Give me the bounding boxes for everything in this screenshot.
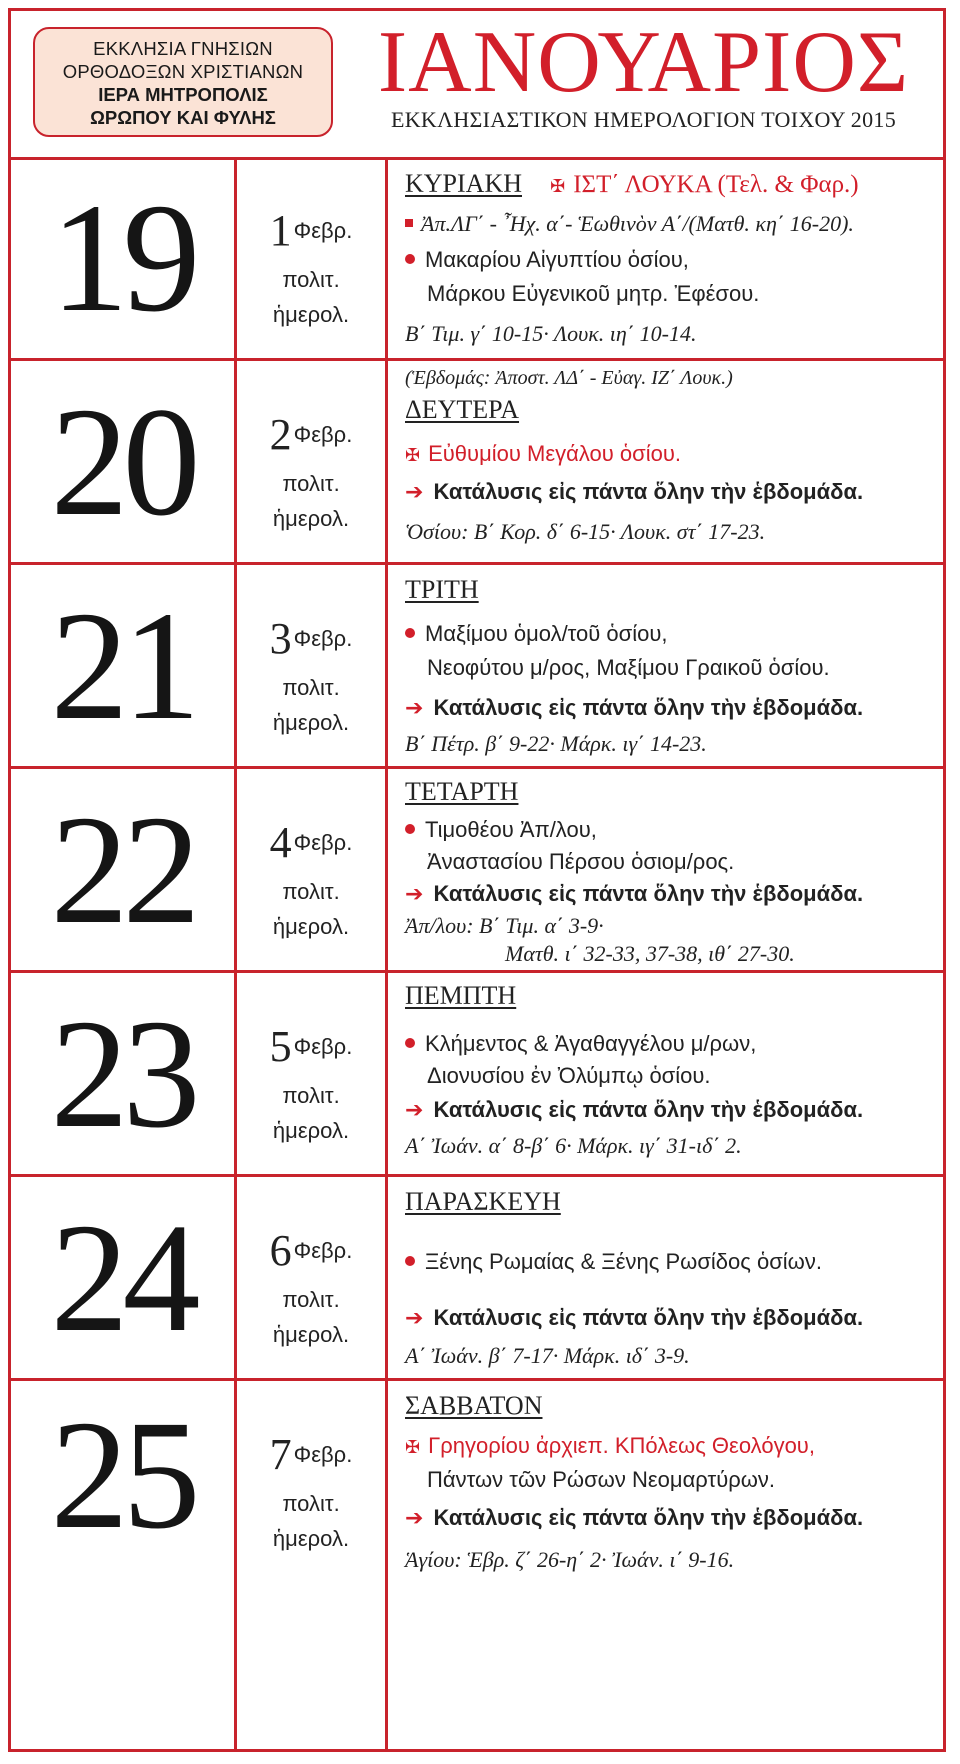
church-line-2: ΟΡΘΟΔΟΞΩΝ ΧΡΙΣΤΙΑΝΩΝ bbox=[62, 61, 304, 82]
bullet-icon bbox=[405, 824, 415, 834]
saints-line-2: Πάντων τῶν Ρώσων Νεομαρτύρων. bbox=[427, 1467, 776, 1492]
civil-date-cell bbox=[237, 361, 388, 562]
saints-line-1: Κλήμεντος & Ἀγαθαγγέλου μ/ρων, bbox=[425, 1031, 757, 1056]
civil-date-cell bbox=[237, 973, 388, 1174]
arrow-right-icon: ➔ bbox=[405, 1505, 424, 1530]
bullet-icon bbox=[405, 628, 415, 638]
civil-date-cell bbox=[237, 1177, 388, 1378]
saints-line-2: Ἀναστασίου Πέρσου ὁσιομ/ρος. bbox=[427, 849, 735, 874]
day-content bbox=[405, 769, 935, 970]
month-title: ΙΑΝΟΥΑΡΙΟΣ bbox=[377, 14, 910, 111]
day-name: ΚΥΡΙΑΚΗ bbox=[405, 169, 522, 198]
fasting-line: Κατάλυσις εἰς πάντα ὅλην τὴν ἑβδομάδα. bbox=[433, 1505, 864, 1530]
reading-line: Α΄ Ἰωάν. β΄ 7-17· Μάρκ. ιδ΄ 3-9. bbox=[405, 1343, 690, 1368]
day-name: ΣΑΒΒΑΤΟΝ bbox=[405, 1391, 543, 1420]
day-name: ΔΕΥΤΕΡΑ bbox=[405, 395, 520, 424]
reading-line: Β΄ Τιμ. γ΄ 10-15· Λουκ. ιη΄ 10-14. bbox=[405, 321, 697, 346]
civil-label-1: πολιτ. bbox=[282, 471, 340, 496]
cross-icon: ✠ bbox=[405, 1437, 421, 1457]
civil-label-2: ἡμερολ. bbox=[272, 506, 350, 531]
civil-day-number: 4 bbox=[269, 818, 292, 867]
reading-line: Ἁγίου: Ἑβρ. ζ΄ 26-η΄ 2· Ἰωάν. ι΄ 9-16. bbox=[405, 1547, 735, 1572]
saints-line-2: Μάρκου Εὐγενικοῦ μητρ. Ἐφέσου. bbox=[427, 281, 760, 306]
civil-month: Φεβρ. bbox=[293, 217, 353, 243]
square-bullet-icon bbox=[405, 219, 413, 227]
arrow-right-icon: ➔ bbox=[405, 695, 424, 720]
civil-label-2: ἡμερολ. bbox=[272, 1322, 350, 1347]
civil-label-2: ἡμερολ. bbox=[272, 1118, 350, 1143]
civil-month: Φεβρ. bbox=[293, 1441, 353, 1467]
day-row-22 bbox=[11, 769, 943, 973]
day-content bbox=[405, 1381, 935, 1749]
civil-month: Φεβρ. bbox=[293, 1033, 353, 1059]
civil-date-cell bbox=[237, 769, 388, 970]
church-line-1: ΕΚΚΛΗΣΙΑ ΓΝΗΣΙΩΝ bbox=[93, 38, 273, 59]
saints-line-1: Μακαρίου Αἰγυπτίου ὁσίου, bbox=[425, 247, 689, 272]
day-content bbox=[405, 157, 935, 358]
calendar-page bbox=[8, 8, 946, 1752]
fasting-line: Κατάλυσις εἰς πάντα ὅλην τὴν ἑβδομάδα. bbox=[433, 881, 864, 906]
day-name: ΤΕΤΑΡΤΗ bbox=[405, 777, 519, 806]
civil-label-1: πολιτ. bbox=[282, 1287, 340, 1312]
day-name: ΠΑΡΑΣΚΕΥΗ bbox=[405, 1187, 561, 1216]
tone-line: Ἀπ.ΛΓ΄ - ῏Ηχ. α΄- Ἑωθινὸν Α΄/(Ματθ. κη΄ 16-20). bbox=[421, 211, 854, 236]
saints-line-2: Νεοφύτου μ/ρος, Μαξίμου Γραικοῦ ὁσίου. bbox=[427, 655, 830, 680]
reading-line: Ὁσίου: Β΄ Κορ. δ΄ 6-15· Λουκ. στ΄ 17-23. bbox=[405, 519, 766, 544]
arrow-right-icon: ➔ bbox=[405, 479, 424, 504]
civil-date-cell bbox=[237, 1381, 388, 1749]
reading-line: Α΄ Ἰωάν. α΄ 8-β΄ 6· Μάρκ. ιγ΄ 31-ιδ΄ 2. bbox=[405, 1133, 742, 1158]
civil-day-number: 7 bbox=[269, 1430, 292, 1479]
week-readings-line: (Ἑβδομάς: Ἀποστ. ΛΔ΄ - Εὐαγ. ΙΖ΄ Λουκ.) bbox=[405, 367, 733, 389]
calendar-subtitle: ΕΚΚΛΗΣΙΑΣΤΙΚΟΝ ΗΜΕΡΟΛΟΓΙΟΝ ΤΟΙΧΟΥ 2015 bbox=[390, 107, 896, 132]
reading-line: Ἀπ/λου: Β΄ Τιμ. α΄ 3-9· bbox=[405, 913, 604, 938]
day-number: 22 bbox=[11, 769, 237, 970]
civil-date-cell bbox=[237, 157, 388, 358]
day-name: ΠΕΜΠΤΗ bbox=[405, 981, 517, 1010]
fasting-line: Κατάλυσις εἰς πάντα ὅλην τὴν ἑβδομάδα. bbox=[433, 1305, 864, 1330]
church-line-4: ΩΡΩΠΟΥ ΚΑΙ ΦΥΛΗΣ bbox=[90, 107, 276, 128]
church-line-3: ΙΕΡΑ ΜΗΤΡΟΠΟΛΙΣ bbox=[98, 84, 268, 105]
civil-day-number: 1 bbox=[269, 206, 292, 255]
saints-line-1: Μαξίμου ὁμολ/τοῦ ὁσίου, bbox=[425, 621, 668, 646]
fasting-line: Κατάλυσις εἰς πάντα ὅλην τὴν ἑβδομάδα. bbox=[433, 695, 864, 720]
civil-date-cell bbox=[237, 565, 388, 766]
civil-label-1: πολιτ. bbox=[282, 1491, 340, 1516]
civil-day-number: 2 bbox=[269, 410, 292, 459]
civil-label-1: πολιτ. bbox=[282, 1083, 340, 1108]
day-content bbox=[405, 361, 935, 562]
day-content bbox=[405, 973, 935, 1174]
cross-icon: ✠ bbox=[550, 176, 566, 196]
day-number: 24 bbox=[11, 1177, 237, 1378]
day-row-19 bbox=[11, 157, 943, 361]
saints-line-1: Εὐθυμίου Μεγάλου ὁσίου. bbox=[428, 441, 681, 466]
saints-line-1: Τιμοθέου Ἀπ/λου, bbox=[425, 817, 597, 842]
arrow-right-icon: ➔ bbox=[405, 881, 424, 906]
day-number: 19 bbox=[11, 157, 237, 358]
civil-day-number: 5 bbox=[269, 1022, 292, 1071]
calendar-header bbox=[11, 11, 943, 160]
civil-label-2: ἡμερολ. bbox=[272, 1526, 350, 1551]
civil-label-1: πολιτ. bbox=[282, 267, 340, 292]
day-row-23 bbox=[11, 973, 943, 1177]
day-number: 25 bbox=[11, 1381, 237, 1749]
civil-day-number: 6 bbox=[269, 1226, 292, 1275]
civil-month: Φεβρ. bbox=[293, 829, 353, 855]
day-row-20 bbox=[11, 361, 943, 565]
church-label-box bbox=[33, 27, 333, 137]
saints-line-2: Διονυσίου ἐν Ὀλύμπῳ ὁσίου. bbox=[427, 1063, 711, 1088]
arrow-right-icon: ➔ bbox=[405, 1305, 424, 1330]
reading-line-2: Ματθ. ι΄ 32-33, 37-38, ιθ΄ 27-30. bbox=[505, 941, 795, 966]
reading-line: Β΄ Πέτρ. β΄ 9-22· Μάρκ. ιγ΄ 14-23. bbox=[405, 731, 707, 756]
saints-line-1: Γρηγορίου ἀρχιεπ. ΚΠόλεως Θεολόγου, bbox=[428, 1433, 815, 1458]
cross-icon: ✠ bbox=[405, 445, 421, 465]
civil-label-1: πολιτ. bbox=[282, 879, 340, 904]
civil-label-2: ἡμερολ. bbox=[272, 914, 350, 939]
civil-day-number: 3 bbox=[269, 614, 292, 663]
day-row-21 bbox=[11, 565, 943, 769]
day-row-25 bbox=[11, 1381, 943, 1749]
bullet-icon bbox=[405, 1038, 415, 1048]
feast-title: ΙΣΤ΄ ΛΟΥΚΑ (Τελ. & Φαρ.) bbox=[573, 171, 859, 198]
civil-month: Φεβρ. bbox=[293, 1237, 353, 1263]
civil-label-2: ἡμερολ. bbox=[272, 302, 350, 327]
day-number: 20 bbox=[11, 361, 237, 562]
day-number: 21 bbox=[11, 565, 237, 766]
day-content bbox=[405, 1177, 935, 1378]
civil-label-1: πολιτ. bbox=[282, 675, 340, 700]
civil-month: Φεβρ. bbox=[293, 625, 353, 651]
arrow-right-icon: ➔ bbox=[405, 1097, 424, 1122]
day-row-24 bbox=[11, 1177, 943, 1381]
bullet-icon bbox=[405, 254, 415, 264]
fasting-line: Κατάλυσις εἰς πάντα ὅλην τὴν ἑβδομάδα. bbox=[433, 1097, 864, 1122]
day-number: 23 bbox=[11, 973, 237, 1174]
saints-line-1: Ξένης Ρωμαίας & Ξένης Ρωσίδος ὁσίων. bbox=[425, 1249, 822, 1274]
day-name: ΤΡΙΤΗ bbox=[405, 575, 479, 604]
civil-month: Φεβρ. bbox=[293, 421, 353, 447]
day-content bbox=[405, 565, 935, 766]
bullet-icon bbox=[405, 1256, 415, 1266]
civil-label-2: ἡμερολ. bbox=[272, 710, 350, 735]
fasting-line: Κατάλυσις εἰς πάντα ὅλην τὴν ἑβδομάδα. bbox=[433, 479, 864, 504]
